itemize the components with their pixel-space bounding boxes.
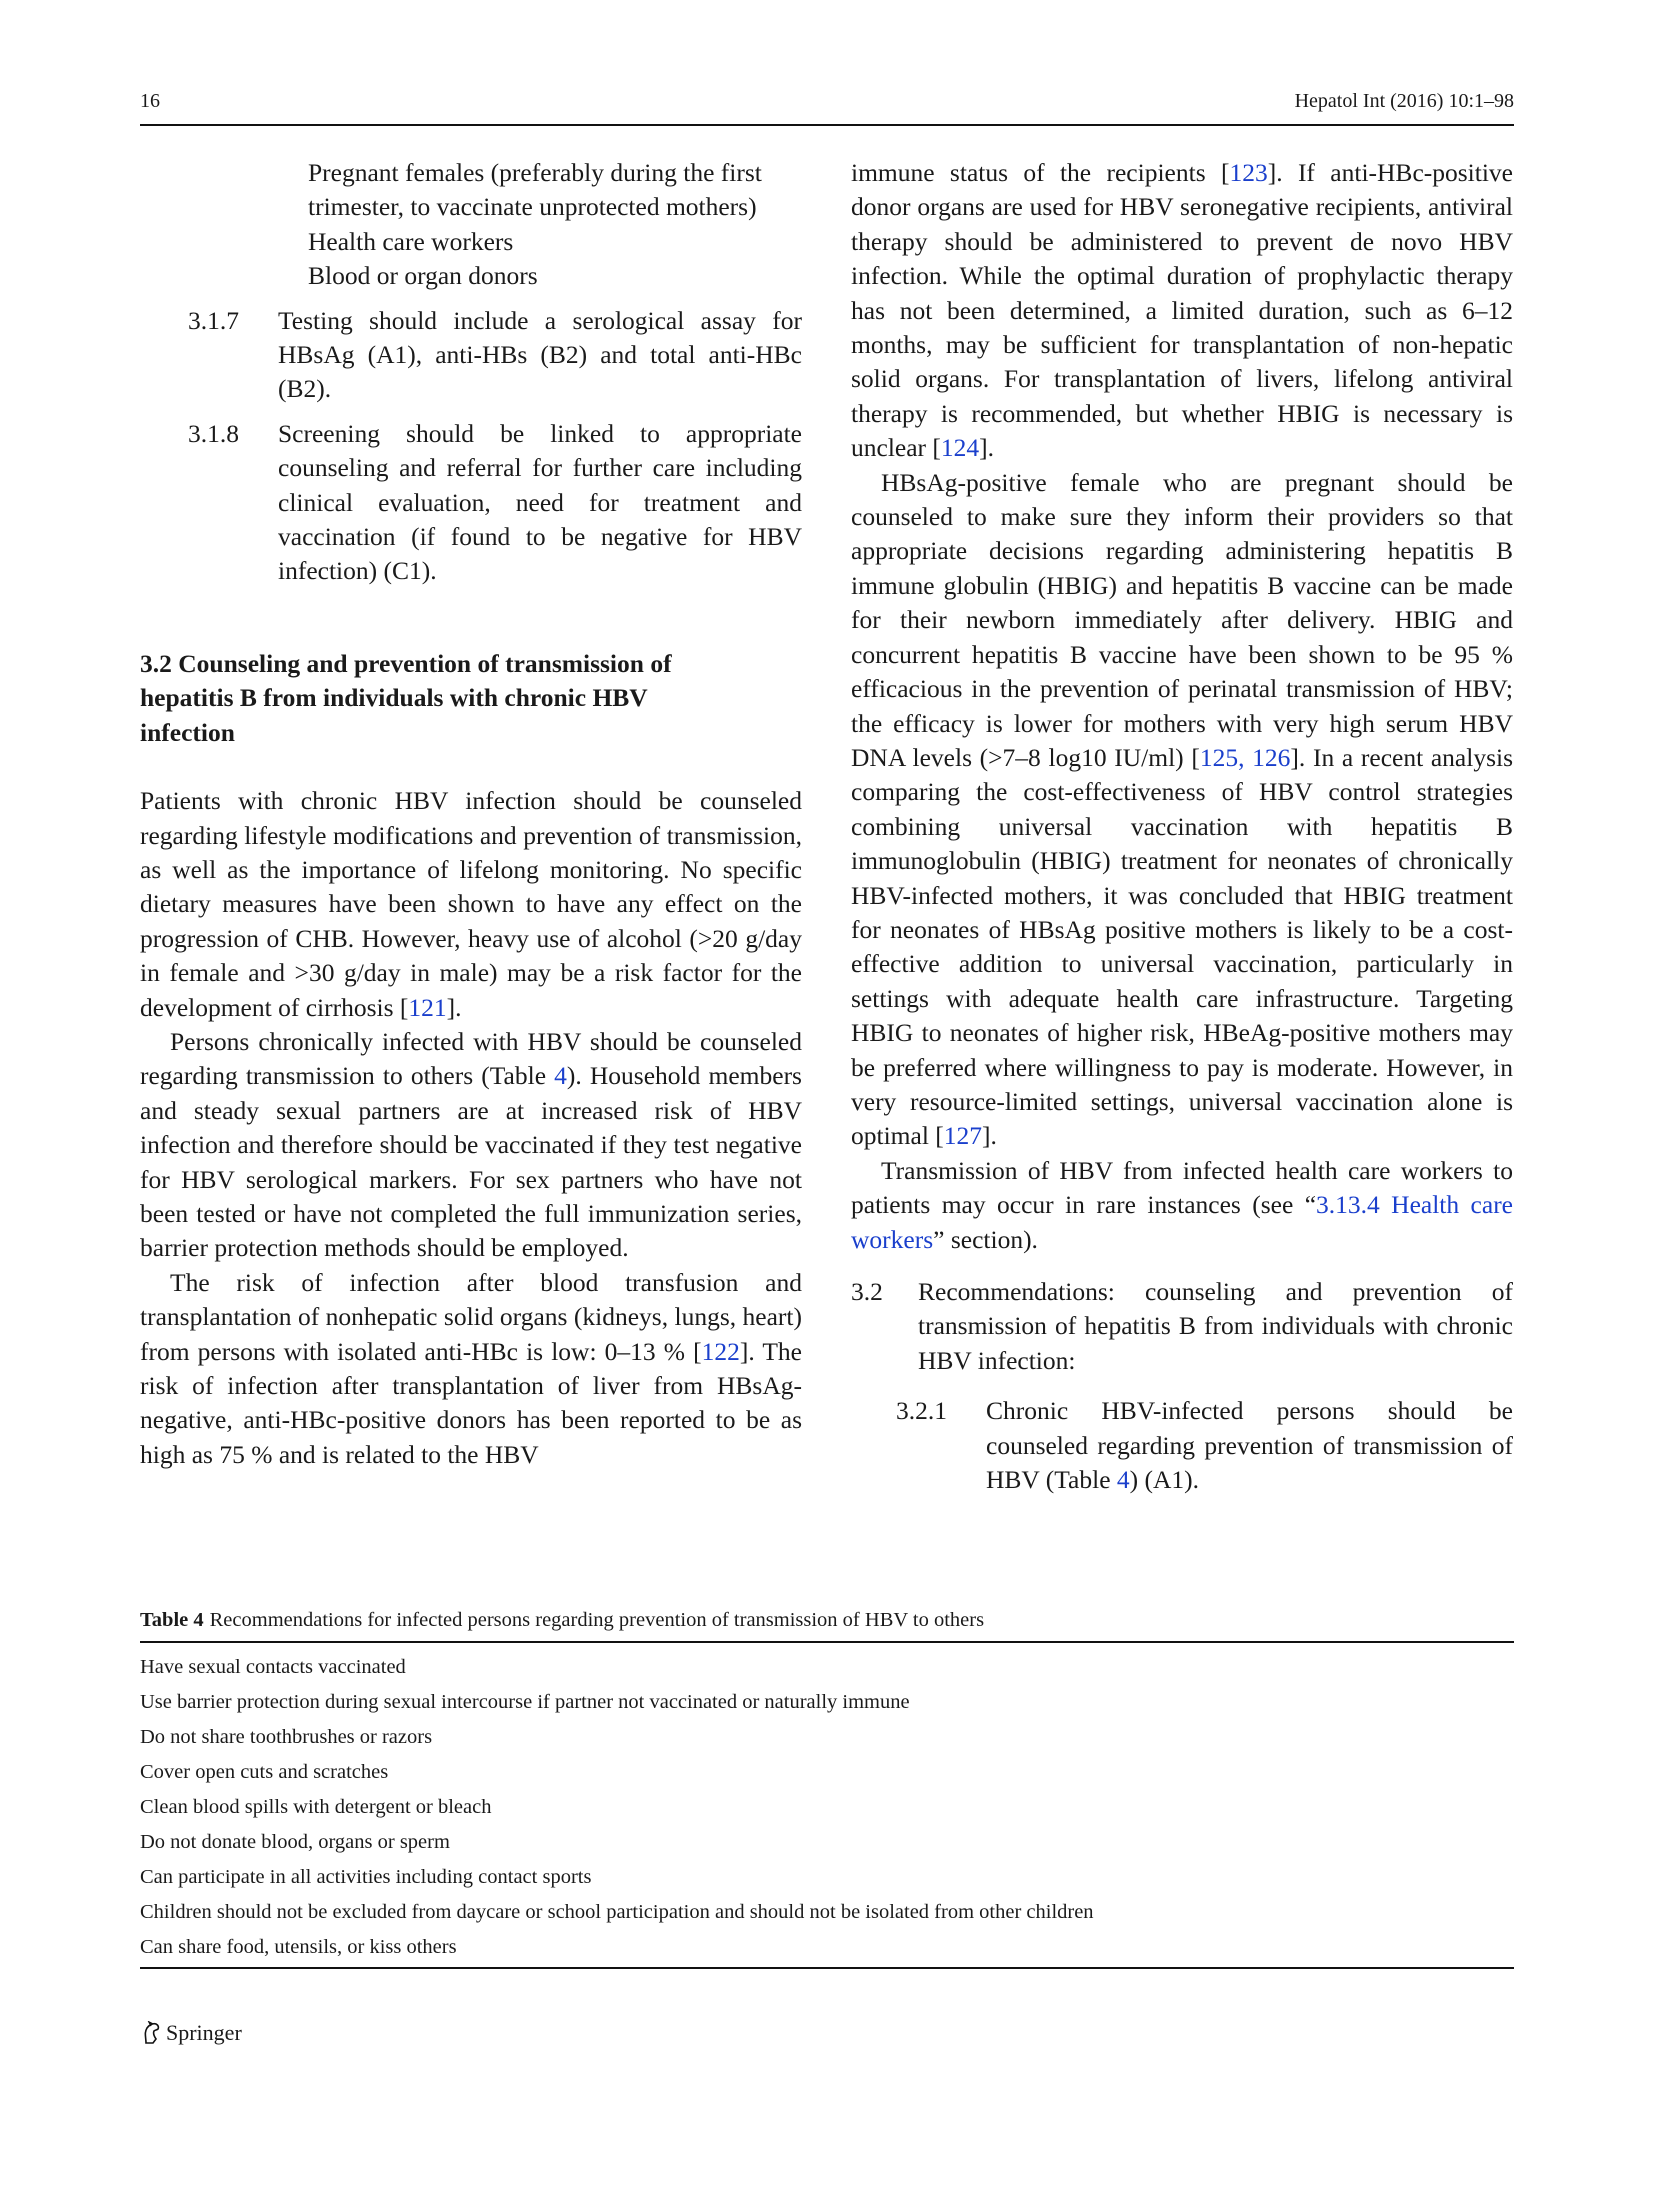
body-paragraph xyxy=(140,784,802,1025)
list-continuation-line: Pregnant females (preferably during the first xyxy=(308,158,762,187)
paragraph-text: ) (A1). xyxy=(1129,1465,1200,1495)
table-row: Have sexual contacts vaccinated xyxy=(140,1656,406,1678)
item-text: Screening should be linked to appropriate counseling and referral for further care including clinical evaluation, need for treatment and vaccination (if found to be negative for HBV infection) (C1). xyxy=(278,418,802,586)
paragraph-text: Chronic HBV-infected persons should be counseled regarding prevention of transmission of HBV (Table xyxy=(986,1396,1513,1495)
paragraph-text: ]. In a recent analysis comparing the cost-effectiveness of HBV control strategies combining universal vaccination with hepatitis B immunoglobulin (HBIG) treatment for neonates of chronically HBV-infected mothers, it was concluded that HBIG treatment for neonates of HBsAg positive mothers is likely to be a cost-effective addition to universal vaccination, particularly in settings with adequate health care infrastructure. Targeting HBIG to neonates of higher risk, HBeAg-positive mothers may be preferred where willingness to pay is moderate. However, in very resource-limited settings, universal vaccination alone is optimal [ xyxy=(851,742,1513,1151)
item-number: 3.1.7 xyxy=(188,305,239,335)
body-paragraph xyxy=(851,466,1513,1154)
paragraph-text: ]. xyxy=(979,433,995,463)
paragraph-text: ]. The risk of infection after transplantation of liver from HBsAg-negative, anti-HBc-positive donors has been reported to be as high as 75 % and is related to the HBV xyxy=(140,1336,802,1469)
paragraph-text: ]. xyxy=(446,992,462,1022)
table-row: Cover open cuts and scratches xyxy=(140,1761,389,1783)
left-column xyxy=(140,156,802,1472)
body-paragraph xyxy=(140,1025,802,1266)
item-number: 3.1.8 xyxy=(188,418,239,448)
list-continuation-line: Blood or organ donors xyxy=(308,261,538,291)
table-row: Can share food, utensils, or kiss others xyxy=(140,1936,457,1958)
table-caption xyxy=(140,1609,984,1632)
citation-link[interactable]: 127 xyxy=(943,1121,983,1151)
table-label: Table 4 xyxy=(140,1609,204,1631)
sub-recommendation-number: 3.2.1 xyxy=(896,1396,947,1426)
body-paragraph xyxy=(140,1266,802,1472)
list-continuation-line: trimester, to vaccinate unprotected mothers) xyxy=(308,192,757,222)
paragraph-text: immune status of the recipients [ xyxy=(851,158,1230,187)
citation-link[interactable]: 125, 126 xyxy=(1199,742,1291,772)
numbered-item xyxy=(140,304,802,407)
publisher-logo xyxy=(140,2020,242,2046)
right-column xyxy=(851,156,1513,1497)
table-row: Clean blood spills with detergent or bleach xyxy=(140,1796,492,1818)
paragraph-text: The risk of infection after blood transfusion and transplantation of nonhepatic solid organs (kidneys, lungs, heart) from persons with isolated anti-HBc is low: 0–13 % [ xyxy=(140,1267,802,1366)
page-number: 16 xyxy=(140,90,160,112)
body-paragraph xyxy=(851,156,1513,466)
paragraph-text: Transmission of HBV from infected health care workers to patients may occur in rare instances (see “ xyxy=(851,1155,1513,1220)
paragraph-text: Patients with chronic HBV infection should be counseled regarding lifestyle modifications and prevention of transmission, as well as the importance of lifelong monitoring. No specific dietary measures have been shown to have any effect on the progression of CHB. However, heavy use of alcohol (>20 g/day in female and >30 g/day in male) may be a risk factor for the development of cirrhosis [ xyxy=(140,786,802,1022)
section-link[interactable]: 3.13.4 Health care workers xyxy=(851,1190,1514,1254)
publisher-name: Springer xyxy=(166,2020,242,2045)
springer-horse-icon xyxy=(140,2021,162,2045)
table-caption-text: Recommendations for infected persons regarding prevention of transmission of HBV to others xyxy=(209,1609,985,1631)
header-rule xyxy=(140,124,1514,126)
table-row: Use barrier protection during sexual intercourse if partner not vaccinated or naturally immune xyxy=(140,1691,910,1713)
paragraph-text: ). Household members and steady sexual partners are at increased risk of HBV infection and therefore should be vaccinated if they test negative for HBV serological markers. For sex partners who have not been tested or have not completed the full immunization series, barrier protection methods should be employed. xyxy=(140,1061,802,1263)
table-top-rule xyxy=(140,1641,1514,1643)
paragraph-text: ” section). xyxy=(933,1224,1038,1254)
recommendation-item xyxy=(851,1275,1513,1378)
citation-link[interactable]: 122 xyxy=(701,1336,740,1366)
citation-link[interactable]: 121 xyxy=(408,992,447,1022)
sub-recommendation-text xyxy=(986,1394,1513,1497)
item-text: Testing should include a serological assay for HBsAg (A1), anti-HBs (B2) and total anti-HBc (B2). xyxy=(278,305,802,404)
table-body xyxy=(140,1650,1094,1965)
numbered-item xyxy=(140,417,802,589)
section-heading: 3.2 Counseling and prevention of transmission of hepatitis B from individuals with chronic HBV infection xyxy=(140,648,672,747)
recommendation-text: Recommendations: counseling and prevention of transmission of hepatitis B from individuals with chronic HBV infection: xyxy=(918,1277,1513,1375)
table-link[interactable]: 4 xyxy=(554,1061,567,1091)
recommendation-number: 3.2 xyxy=(851,1277,883,1306)
list-continuation-line: Health care workers xyxy=(308,226,514,256)
sub-recommendation-item xyxy=(851,1394,1513,1497)
citation-link[interactable]: 124 xyxy=(940,433,980,463)
table-row: Do not share toothbrushes or razors xyxy=(140,1726,433,1748)
body-paragraph xyxy=(851,1154,1513,1257)
paragraph-text: ]. If anti-HBc-positive donor organs are used for HBV seronegative recipients, antiviral therapy should be administered to prevent de novo HBV infection. While the optimal duration of prophylactic therapy has not been determined, a limited duration, such as 6–12 months, may be sufficient for transplantation of non-hepatic solid organs. For transplantation of livers, lifelong antiviral therapy is recommended, but whether HBIG is necessary is unclear [ xyxy=(851,158,1513,463)
table-bottom-rule xyxy=(140,1967,1514,1969)
journal-reference: Hepatol Int (2016) 10:1–98 xyxy=(1294,90,1514,112)
table-row: Children should not be excluded from daycare or school participation and should not be isolated from other children xyxy=(140,1901,1094,1923)
paragraph-text: HBsAg-positive female who are pregnant should be counseled to make sure they inform their providers so that appropriate decisions regarding administering hepatitis B immune globulin (HBIG) and hepatitis B vaccine can be made for their newborn immediately after delivery. HBIG and concurrent hepatitis B vaccine have been shown to be 95 % efficacious in the prevention of perinatal transmission of HBV; the efficacy is lower for mothers with very high serum HBV DNA levels (>7–8 log10 IU/ml) [ xyxy=(851,467,1513,772)
citation-link[interactable]: 123 xyxy=(1229,158,1268,187)
paragraph-text: Persons chronically infected with HBV should be counseled regarding transmission to others (Table xyxy=(140,1026,802,1091)
table-link[interactable]: 4 xyxy=(1116,1465,1130,1495)
paragraph-text: ]. xyxy=(982,1121,997,1151)
table-row: Can participate in all activities including contact sports xyxy=(140,1866,592,1888)
table-row: Do not donate blood, organs or sperm xyxy=(140,1831,450,1853)
